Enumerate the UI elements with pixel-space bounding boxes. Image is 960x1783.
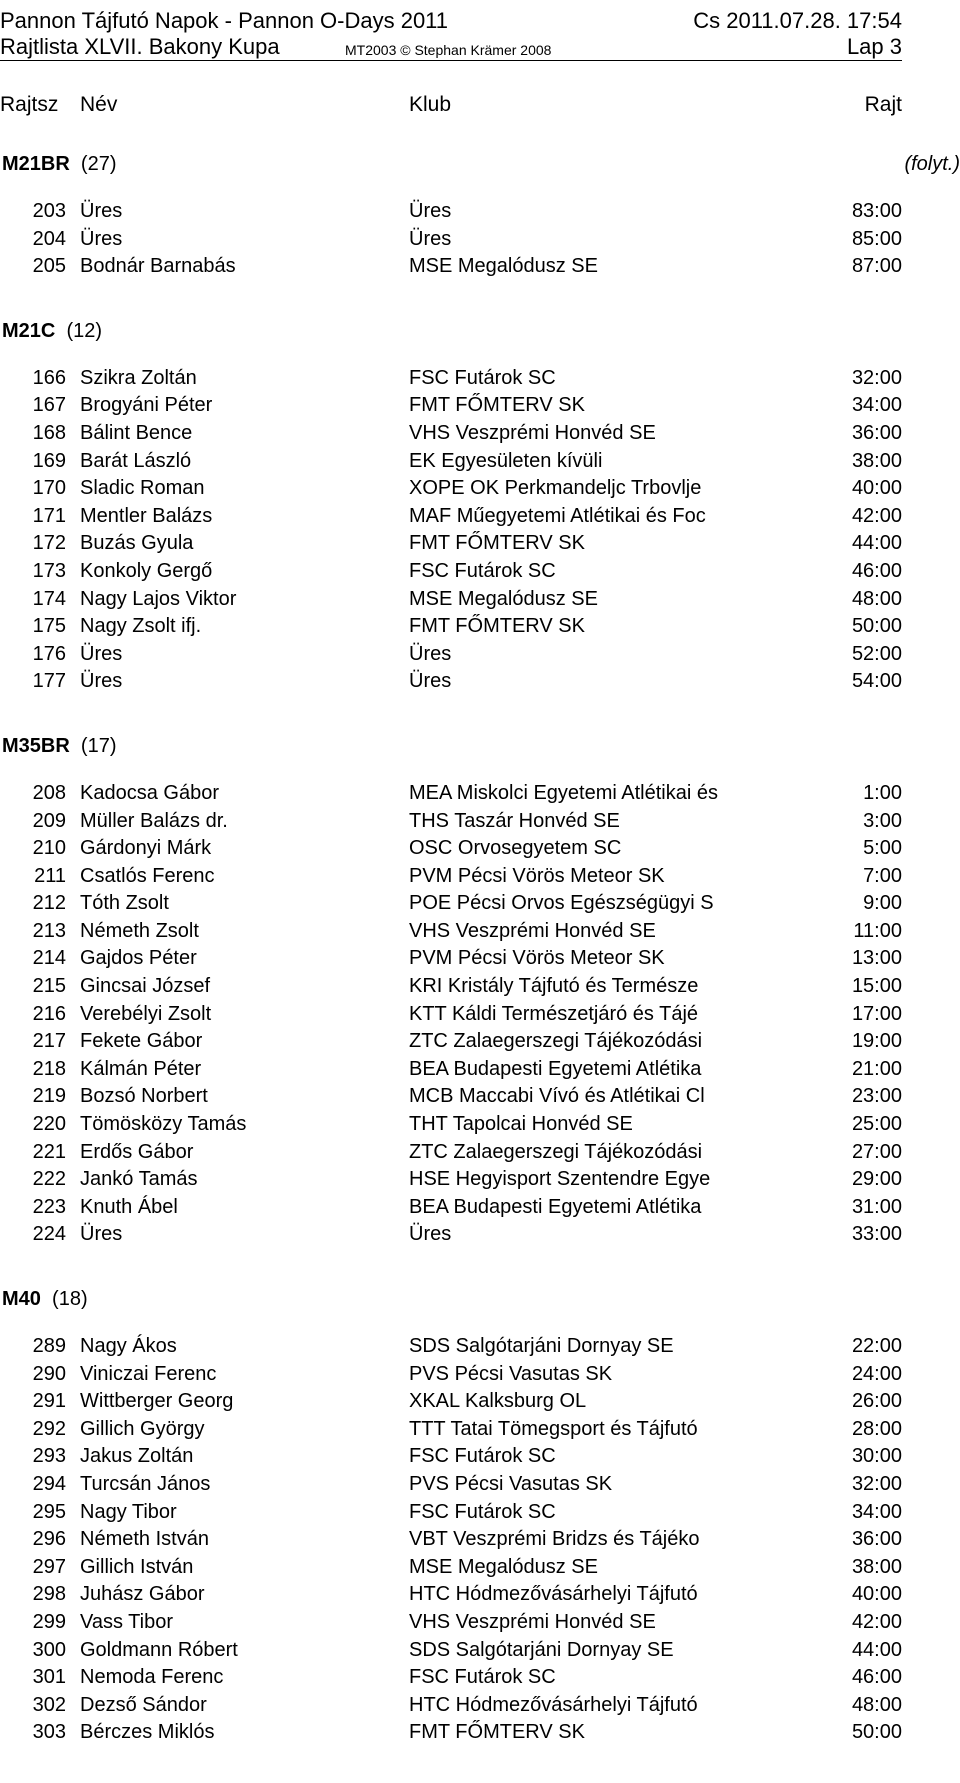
- class-title: [2, 1285, 88, 1313]
- start-time: 32:00: [851, 366, 902, 389]
- start-number: 301: [32, 1666, 66, 1689]
- competitor-name: Verebélyi Zsolt: [80, 1002, 212, 1025]
- table-row: [0, 945, 960, 973]
- competitor-name: Goldmann Róbert: [80, 1638, 238, 1661]
- competitor-name: Dezső Sándor: [80, 1693, 207, 1716]
- club-name: PVM Pécsi Vörös Meteor SK: [409, 947, 665, 970]
- table-row: [0, 475, 960, 503]
- class-count: (27): [80, 153, 117, 175]
- start-number: 299: [32, 1610, 66, 1633]
- start-number: 293: [32, 1445, 66, 1468]
- class-name: M40: [2, 1288, 41, 1310]
- start-number: 213: [32, 919, 66, 942]
- start-time: 40:00: [851, 477, 902, 500]
- continued-label: (folyt.): [904, 153, 960, 175]
- competitor-name: Konkoly Gergő: [80, 559, 213, 582]
- competitor-name: Gillich György: [80, 1417, 205, 1440]
- class-name: M21BR: [2, 153, 70, 175]
- start-time: 25:00: [851, 1113, 902, 1136]
- start-time: 5:00: [863, 837, 902, 860]
- start-time: 44:00: [851, 1638, 902, 1661]
- club-name: FMT FŐMTERV SK: [409, 532, 585, 555]
- start-time: 36:00: [851, 421, 902, 444]
- start-number: 176: [32, 642, 66, 665]
- page-number: Lap 3: [846, 34, 902, 59]
- print-datetime: Cs 2011.07.28. 17:54: [693, 8, 902, 33]
- start-number: 203: [32, 200, 66, 222]
- club-name: XOPE OK Perkmandeljc Trbovlje: [409, 477, 702, 500]
- start-number: 169: [32, 449, 66, 472]
- table-row: [0, 1221, 960, 1249]
- table-row: [0, 835, 960, 863]
- table-row: [0, 530, 960, 558]
- table-row: [0, 1083, 960, 1111]
- competitor-name: Jankó Tamás: [80, 1168, 198, 1191]
- club-name: ZTC Zalaegerszegi Tájékozódási: [409, 1030, 703, 1053]
- start-number: 223: [32, 1195, 66, 1218]
- competitor-name: Kálmán Péter: [80, 1057, 202, 1080]
- table-row: [0, 780, 960, 808]
- club-name: MSE Megalódusz SE: [409, 587, 598, 610]
- start-number: 298: [32, 1583, 66, 1606]
- club-name: KTT Káldi Természetjáró és Tájé: [409, 1002, 699, 1025]
- start-list: [0, 150, 960, 1783]
- start-time: 42:00: [851, 1610, 902, 1633]
- competitor-name: Üres: [80, 670, 123, 693]
- competitor-name: Erdős Gábor: [80, 1140, 194, 1163]
- start-number: 221: [32, 1140, 66, 1163]
- competitor-name: Nagy Ákos: [80, 1335, 177, 1357]
- table-row: [0, 1499, 960, 1527]
- table-row: [0, 1388, 960, 1416]
- competitor-name: Müller Balázs dr.: [80, 809, 228, 832]
- table-row: [0, 890, 960, 918]
- club-name: Üres: [409, 670, 452, 693]
- start-time: 23:00: [851, 1085, 902, 1108]
- class-title: [2, 150, 117, 178]
- start-number: 290: [32, 1362, 66, 1385]
- competitor-name: Kadocsa Gábor: [80, 781, 219, 804]
- class-header: [0, 1285, 960, 1313]
- competitor-name: Üres: [80, 200, 123, 222]
- club-name: FSC Futárok SC: [409, 559, 556, 582]
- competitor-name: Bálint Bence: [80, 421, 193, 444]
- col-start-time: Rajt: [864, 93, 902, 116]
- start-number: 292: [32, 1417, 66, 1440]
- table-row: [0, 558, 960, 586]
- competitor-name: Viniczai Ferenc: [80, 1362, 217, 1385]
- table-row: [0, 586, 960, 614]
- table-row: [0, 1471, 960, 1499]
- club-name: FSC Futárok SC: [409, 1666, 556, 1689]
- start-number: 220: [32, 1113, 66, 1136]
- start-number: 177: [32, 670, 66, 693]
- competitor-name: Gárdonyi Márk: [80, 837, 212, 860]
- start-number: 168: [32, 421, 66, 444]
- club-name: SDS Salgótarjáni Dornyay SE: [409, 1335, 674, 1357]
- club-name: OSC Orvosegyetem SC: [409, 837, 622, 860]
- club-name: VBT Veszprémi Bridzs és Tájéko: [409, 1528, 700, 1551]
- start-number: 211: [34, 864, 66, 887]
- club-name: VHS Veszprémi Honvéd SE: [409, 919, 656, 942]
- start-time: 27:00: [851, 1140, 902, 1163]
- table-row: [0, 1194, 960, 1222]
- class-name: M21C: [2, 319, 56, 342]
- start-time: 42:00: [851, 504, 902, 527]
- start-time: 15:00: [851, 975, 902, 998]
- table-row: [0, 1692, 960, 1720]
- table-row: [0, 641, 960, 669]
- start-time: 28:00: [851, 1417, 902, 1440]
- start-number: 174: [32, 587, 66, 610]
- table-row: [0, 198, 960, 226]
- table-row: [0, 1443, 960, 1471]
- table-row: [0, 1001, 960, 1029]
- class-header: [0, 150, 960, 178]
- start-time: 24:00: [851, 1362, 902, 1385]
- start-time: 48:00: [851, 587, 902, 610]
- start-number: 170: [32, 477, 66, 500]
- table-row: [0, 863, 960, 891]
- club-name: HTC Hódmezővásárhelyi Tájfutó: [409, 1693, 698, 1716]
- class-title: [2, 317, 102, 345]
- competitor-name: Brogyáni Péter: [80, 394, 213, 417]
- table-row: [0, 1554, 960, 1582]
- table-row: [0, 1056, 960, 1084]
- start-time: 46:00: [851, 1666, 902, 1689]
- start-number: 300: [32, 1638, 66, 1661]
- start-number: 166: [32, 366, 66, 389]
- club-name: ZTC Zalaegerszegi Tájékozódási: [409, 1140, 703, 1163]
- start-number: 215: [32, 975, 66, 998]
- club-name: PVM Pécsi Vörös Meteor SK: [409, 864, 665, 887]
- competitor-name: Jakus Zoltán: [80, 1445, 194, 1468]
- competitor-name: Szikra Zoltán: [80, 366, 197, 389]
- start-time: 21:00: [851, 1057, 902, 1080]
- col-name: Név: [80, 93, 118, 116]
- club-name: FSC Futárok SC: [409, 1500, 556, 1523]
- club-name: XKAL Kalksburg OL: [409, 1390, 587, 1413]
- start-time: 36:00: [851, 1528, 902, 1551]
- start-number: 212: [32, 892, 66, 915]
- start-number: 173: [32, 559, 66, 582]
- start-time: 46:00: [851, 559, 902, 582]
- competitor-name: Gajdos Péter: [80, 947, 197, 970]
- start-number: 222: [32, 1168, 66, 1191]
- start-number: 219: [32, 1085, 66, 1108]
- club-name: MSE Megalódusz SE: [409, 1555, 598, 1578]
- start-time: 7:00: [863, 864, 902, 887]
- competitor-name: Buzás Gyula: [80, 532, 194, 555]
- competitor-name: Juhász Gábor: [80, 1583, 205, 1606]
- club-name: Üres: [409, 200, 452, 222]
- start-time: 38:00: [851, 449, 902, 472]
- competitor-name: Bodnár Barnabás: [80, 255, 236, 278]
- competitor-name: Tömösközy Tamás: [80, 1113, 247, 1136]
- start-time: 19:00: [851, 1030, 902, 1053]
- start-time: 40:00: [851, 1583, 902, 1606]
- start-time: 17:00: [851, 1002, 902, 1025]
- table-row: [0, 1139, 960, 1167]
- club-name: POE Pécsi Orvos Egészségügyi S: [409, 892, 714, 915]
- table-row: [0, 365, 960, 393]
- start-time: 1:00: [863, 781, 902, 804]
- table-row: [0, 1664, 960, 1692]
- table-row: [0, 1609, 960, 1637]
- software-credit: MT2003 © Stephan Krämer 2008: [345, 42, 552, 58]
- class-title: [2, 732, 117, 760]
- club-name: HSE Hegyisport Szentendre Egye: [409, 1168, 711, 1191]
- club-name: FMT FŐMTERV SK: [409, 615, 585, 638]
- start-time: 50:00: [851, 1721, 902, 1744]
- club-name: THS Taszár Honvéd SE: [409, 809, 620, 832]
- table-row: [0, 1526, 960, 1554]
- competitor-name: Wittberger Georg: [80, 1390, 234, 1413]
- table-row: [0, 253, 960, 281]
- start-number: 297: [32, 1555, 66, 1578]
- competitor-name: Vass Tibor: [80, 1610, 173, 1633]
- start-time: 38:00: [851, 1555, 902, 1578]
- start-time: 52:00: [851, 642, 902, 665]
- class-section: [0, 150, 960, 317]
- start-time: 34:00: [851, 394, 902, 417]
- start-number: 171: [32, 504, 66, 527]
- competitor-name: Barát László: [80, 449, 192, 472]
- start-time: 26:00: [851, 1390, 902, 1413]
- club-name: HTC Hódmezővásárhelyi Tájfutó: [409, 1583, 698, 1606]
- table-row: [0, 1333, 960, 1361]
- competitor-name: Mentler Balázs: [80, 504, 213, 527]
- start-number: 296: [32, 1528, 66, 1551]
- competitor-name: Üres: [80, 1223, 123, 1246]
- table-row: [0, 1637, 960, 1665]
- table-row: [0, 226, 960, 254]
- competitor-name: Gillich István: [80, 1555, 194, 1578]
- start-number: 302: [32, 1693, 66, 1716]
- start-number: 217: [32, 1030, 66, 1053]
- club-name: FSC Futárok SC: [409, 366, 556, 389]
- start-number: 167: [32, 394, 66, 417]
- start-number: 295: [32, 1500, 66, 1523]
- event-title: Pannon Tájfutó Napok - Pannon O-Days 2011: [0, 8, 449, 33]
- start-time: 87:00: [851, 255, 902, 278]
- club-name: BEA Budapesti Egyetemi Atlétika: [409, 1195, 702, 1218]
- class-section: [0, 317, 960, 732]
- start-time: 13:00: [851, 947, 902, 970]
- competitor-name: Bozsó Norbert: [80, 1085, 208, 1108]
- start-time: 3:00: [863, 809, 902, 832]
- club-name: PVS Pécsi Vasutas SK: [409, 1362, 613, 1385]
- class-count: (12): [66, 319, 103, 342]
- competitor-name: Turcsán János: [80, 1472, 211, 1495]
- club-name: MSE Megalódusz SE: [409, 255, 598, 278]
- table-row: [0, 448, 960, 476]
- club-name: TTT Tatai Tömegsport és Tájfutó: [409, 1417, 698, 1440]
- table-row: [0, 1111, 960, 1139]
- header-line-1: [0, 8, 960, 34]
- competitor-name: Nemoda Ferenc: [80, 1666, 224, 1689]
- competitor-name: Sladic Roman: [80, 477, 205, 500]
- table-row: [0, 1361, 960, 1389]
- table-row: [0, 1416, 960, 1444]
- club-name: BEA Budapesti Egyetemi Atlétika: [409, 1057, 702, 1080]
- club-name: Üres: [409, 1223, 452, 1246]
- start-number: 208: [32, 781, 66, 804]
- club-name: FMT FŐMTERV SK: [409, 1721, 585, 1744]
- start-number: 205: [32, 255, 66, 278]
- header-line-2: [0, 34, 960, 60]
- table-row: [0, 918, 960, 946]
- club-name: FMT FŐMTERV SK: [409, 394, 585, 417]
- table-row: [0, 392, 960, 420]
- competitor-name: Németh Zsolt: [80, 919, 199, 942]
- competitor-name: Nagy Lajos Viktor: [80, 587, 237, 610]
- competitor-name: Bérczes Miklós: [80, 1721, 215, 1744]
- competitor-name: Üres: [80, 642, 123, 665]
- table-row: [0, 420, 960, 448]
- competitor-name: Tóth Zsolt: [80, 892, 169, 915]
- start-number: 294: [32, 1472, 66, 1495]
- list-title: Rajtlista XLVII. Bakony Kupa: [0, 34, 280, 59]
- competitor-name: Üres: [80, 227, 123, 250]
- club-name: MEA Miskolci Egyetemi Atlétikai és: [409, 781, 718, 804]
- start-number: 172: [32, 532, 66, 555]
- table-row: [0, 668, 960, 696]
- class-count: (18): [52, 1288, 88, 1310]
- start-time: 22:00: [851, 1335, 902, 1357]
- club-name: VHS Veszprémi Honvéd SE: [409, 421, 656, 444]
- club-name: MAF Műegyetemi Atlétikai és Foc: [409, 504, 706, 527]
- table-row: [0, 1028, 960, 1056]
- competitor-name: Fekete Gábor: [80, 1030, 203, 1053]
- start-time: 31:00: [851, 1195, 902, 1218]
- start-time: 50:00: [851, 615, 902, 638]
- club-name: Üres: [409, 642, 452, 665]
- start-time: 9:00: [863, 892, 902, 915]
- competitor-name: Knuth Ábel: [80, 1195, 178, 1218]
- competitor-name: Nagy Zsolt ifj.: [80, 615, 202, 638]
- col-start-no: Rajtsz: [0, 93, 59, 116]
- start-time: 32:00: [851, 1472, 902, 1495]
- table-row: [0, 1581, 960, 1609]
- start-time: 48:00: [851, 1693, 902, 1716]
- table-row: [0, 613, 960, 641]
- competitor-name: Csatlós Ferenc: [80, 864, 215, 887]
- club-name: SDS Salgótarjáni Dornyay SE: [409, 1638, 674, 1661]
- club-name: VHS Veszprémi Honvéd SE: [409, 1610, 656, 1633]
- club-name: PVS Pécsi Vasutas SK: [409, 1472, 613, 1495]
- start-number: 303: [32, 1721, 66, 1744]
- column-headers: [0, 92, 960, 118]
- table-row: [0, 973, 960, 1001]
- start-number: 289: [32, 1335, 66, 1357]
- start-time: 44:00: [851, 532, 902, 555]
- start-number: 224: [32, 1223, 66, 1246]
- competitor-name: Németh István: [80, 1528, 209, 1551]
- start-time: 33:00: [851, 1223, 902, 1246]
- table-row: [0, 808, 960, 836]
- start-time: 34:00: [851, 1500, 902, 1523]
- table-row: [0, 503, 960, 531]
- club-name: EK Egyesületen kívüli: [409, 449, 603, 472]
- start-time: 54:00: [851, 670, 902, 693]
- class-header: [0, 317, 960, 345]
- header-divider: [0, 60, 902, 61]
- start-time: 29:00: [851, 1168, 902, 1191]
- start-time: 11:00: [853, 919, 902, 942]
- table-row: [0, 1166, 960, 1194]
- class-section: [0, 1285, 960, 1783]
- class-section: [0, 732, 960, 1285]
- club-name: MCB Maccabi Vívó és Atlétikai Cl: [409, 1085, 705, 1108]
- start-time: 30:00: [851, 1445, 902, 1468]
- competitor-name: Nagy Tibor: [80, 1500, 177, 1523]
- start-number: 204: [32, 227, 66, 250]
- club-name: Üres: [409, 227, 452, 250]
- start-number: 216: [32, 1002, 66, 1025]
- start-number: 218: [32, 1057, 66, 1080]
- club-name: KRI Kristály Tájfutó és Természe: [409, 975, 699, 998]
- col-club: Klub: [409, 93, 452, 116]
- table-row: [0, 1719, 960, 1747]
- class-header: [0, 732, 960, 760]
- class-name: M35BR: [2, 734, 70, 757]
- club-name: THT Tapolcai Honvéd SE: [409, 1113, 633, 1136]
- start-time: 85:00: [851, 227, 902, 250]
- start-time: 83:00: [851, 200, 902, 222]
- club-name: FSC Futárok SC: [409, 1445, 556, 1468]
- class-count: (17): [80, 734, 117, 757]
- competitor-name: Gincsai József: [80, 975, 211, 998]
- start-number: 210: [32, 837, 66, 860]
- start-number: 209: [32, 809, 66, 832]
- start-number: 214: [32, 947, 66, 970]
- start-number: 291: [32, 1390, 66, 1413]
- start-number: 175: [32, 615, 66, 638]
